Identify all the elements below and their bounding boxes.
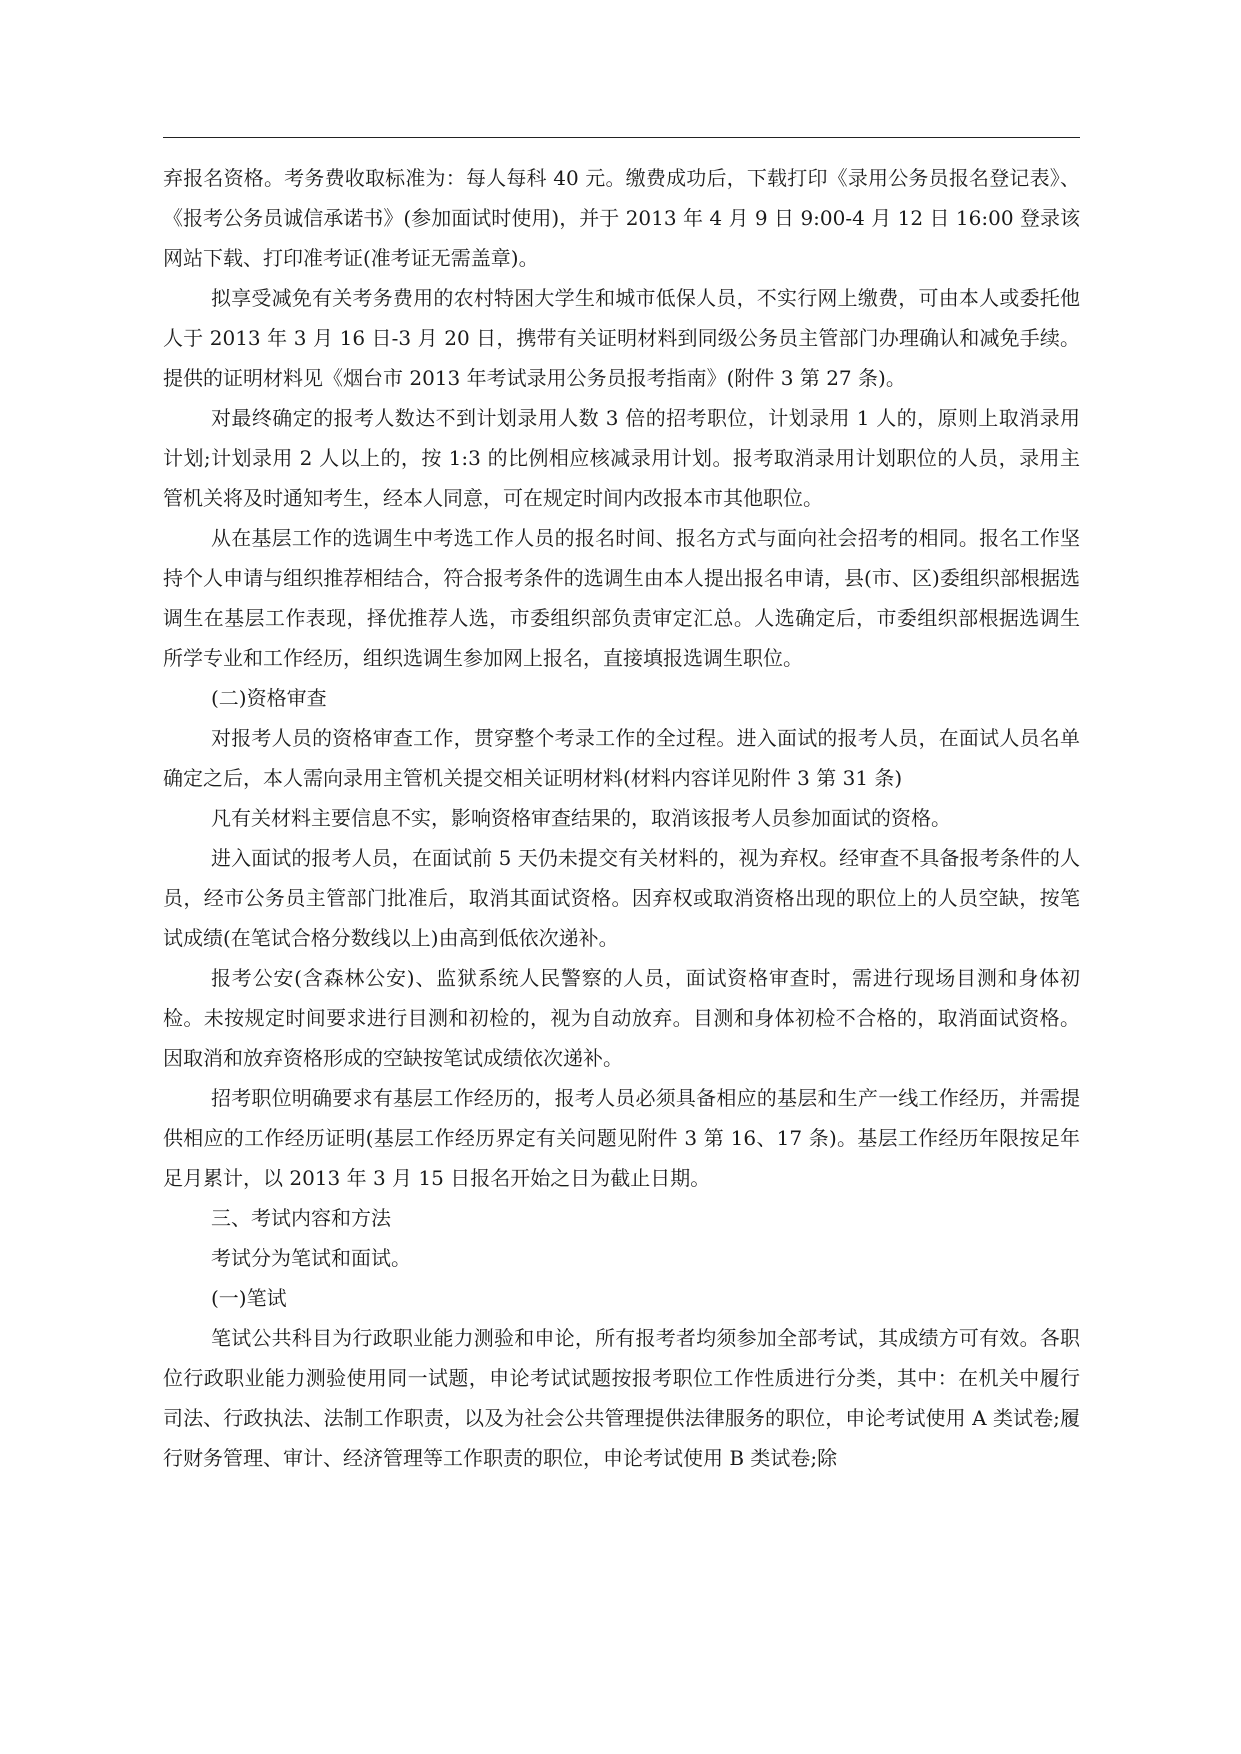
paragraph-police-examination: 报考公安(含森林公安)、监狱系统人民警察的人员，面试资格审查时，需进行现场目测和身体初检。未按规定时间要求进行目测和初检的，视为自动放弃。目测和身体初检不合格的，取消面试资格。因取消和放弃资格形成的空缺按笔试成绩依次递补。 (163, 966, 1080, 1070)
paragraph-interview-materials: 进入面试的报考人员，在面试前 5 天仍未提交有关材料的，视为弃权。经审查不具备报考条件的人员，经市公务员主管部门批准后，取消其面试资格。因弃权或取消资格出现的职位上的人员空缺，按笔试成绩(在笔试合格分数线以上)由高到低依次递补。 (163, 846, 1080, 950)
paragraph-written-exam: 笔试公共科目为行政职业能力测验和申论，所有报考者均须参加全部考试，其成绩方可有效。各职位行政职业能力测验使用同一试题，申论考试试题按报考职位工作性质进行分类，其中：在机关中履行司法、行政执法、法制工作职责，以及为社会公共管理提供法律服务的职位，申论考试使用 A 类试卷;履行财务管理、审计、经济管理等工作职责的职位，申论考试使用 B 类试卷;除 (163, 1326, 1080, 1470)
header-rule (163, 137, 1080, 138)
section-heading-written-exam: (一)笔试 (211, 1286, 287, 1310)
paragraph-selected-graduates: 从在基层工作的选调生中考选工作人员的报名时间、报名方式与面向社会招考的相同。报名工作坚持个人申请与组织推荐相结合，符合报考条件的选调生由本人提出报名申请，县(市、区)委组织部根据选调生在基层工作表现，择优推荐人选，市委组织部负责审定汇总。人选确定后，市委组织部根据选调生所学专业和工作经历，组织选调生参加网上报名，直接填报选调生职位。 (163, 526, 1080, 670)
paragraph-fee-exemption: 拟享受减免有关考务费用的农村特困大学生和城市低保人员，不实行网上缴费，可由本人或委托他人于 2013 年 3 月 16 日-3 月 20 日，携带有关证明材料到同级公务员主管部门办理确认和减免手续。提供的证明材料见《烟台市 2013 年考试录用公务员报考指南》(附件 3 第 27 条)。 (163, 286, 1080, 390)
paragraph-applicant-ratio: 对最终确定的报考人数达不到计划录用人数 3 倍的招考职位，计划录用 1 人的，原则上取消录用计划;计划录用 2 人以上的，按 1:3 的比例相应核减录用计划。报考取消录用计划职位的人员，录用主管机关将及时通知考生，经本人同意，可在规定时间内改报本市其他职位。 (163, 406, 1080, 510)
paragraph-fee-payment: 弃报名资格。考务费收取标准为：每人每科 40 元。缴费成功后，下载打印《录用公务员报名登记表》、《报考公务员诚信承诺书》(参加面试时使用)，并于 2013 年 4 月 9 日 9:00-4 月 12 日 16:00 登录该网站下载、打印准考证(准考证无需盖章)。 (163, 166, 1080, 270)
document-body (163, 158, 1080, 1478)
paragraph-qualification-review: 对报考人员的资格审查工作，贯穿整个考录工作的全过程。进入面试的报考人员，在面试人员名单确定之后，本人需向录用主管机关提交相关证明材料(材料内容详见附件 3 第 31 条) (163, 726, 1080, 790)
paragraph-grassroots-experience: 招考职位明确要求有基层工作经历的，报考人员必须具备相应的基层和生产一线工作经历，并需提供相应的工作经历证明(基层工作经历界定有关问题见附件 3 第 16、17 条)。基层工作经历年限按足年足月累计，以 2013 年 3 月 15 日报名开始之日为截止日期。 (163, 1086, 1080, 1190)
section-heading-qualification-review: (二)资格审查 (211, 686, 327, 710)
paragraph-exam-types: 考试分为笔试和面试。 (211, 1246, 411, 1270)
paragraph-false-information: 凡有关材料主要信息不实，影响资格审查结果的，取消该报考人员参加面试的资格。 (211, 806, 951, 830)
section-heading-exam-content: 三、考试内容和方法 (211, 1206, 391, 1230)
